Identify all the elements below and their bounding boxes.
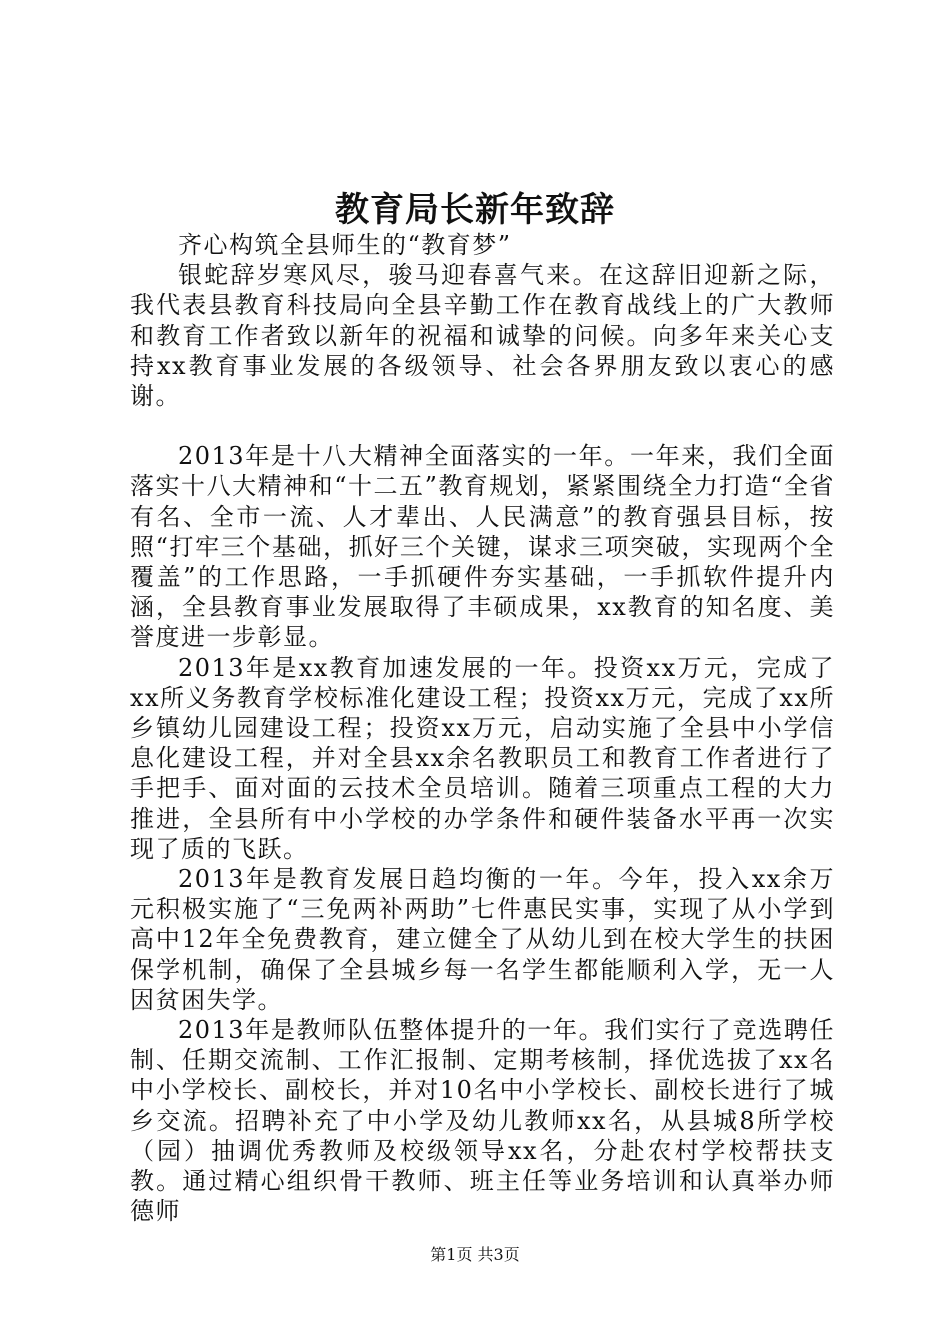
document-title: 教育局长新年致辞 <box>335 190 615 230</box>
paragraph-gap <box>130 411 835 441</box>
document-body <box>130 230 835 1227</box>
document-subtitle: 齐心构筑全县师生的“教育梦” <box>178 231 512 259</box>
paragraph: 2013年是xx教育加速发展的一年。投资xx万元，完成了xx所义务教育学校标准化建设工程；投资xx万元，完成了xx所乡镇幼儿园建设工程；投资xx万元，启动实施了全县中小学信息化建设工程，并对全县xx余名教职员工和教育工作者进行了手把手、面对面的云技术全员培训。随着三项重点工程的大力推进，全县所有中小学校的办学条件和硬件装备水平再一次实现了质的飞跃。 <box>130 653 835 863</box>
paragraph: 2013年是教育发展日趋均衡的一年。今年，投入xx余万元积极实施了“三免两补两助”七件惠民实事，实现了从小学到高中12年全免费教育，建立健全了从幼儿到在校大学生的扶困保学机制，确保了全县城乡每一名学生都能顺利入学，无一人因贫困失学。 <box>130 865 835 1014</box>
paragraph: 2013年是教师队伍整体提升的一年。我们实行了竞选聘任制、任期交流制、工作汇报制、定期考核制，择优选拔了xx名中小学校长、副校长，并对10名中小学校长、副校长进行了城乡交流。招聘补充了中小学及幼儿教师xx名，从县城8所学校（园）抽调优秀教师及校级领导xx名，分赴农村学校帮扶支教。通过精心组织骨干教师、班主任等业务培训和认真举办师德师 <box>130 1016 835 1226</box>
page-footer: 第1页 共3页 <box>430 1245 520 1264</box>
paragraph: 2013年是十八大精神全面落实的一年。一年来，我们全面落实十八大精神和“十二五”教育规划，紧紧围绕全力打造“全省有名、全市一流、人才辈出、人民满意”的教育强县目标，按照“打牢三个基础，抓好三个关键，谋求三项突破，实现两个全覆盖”的工作思路，一手抓硬件夯实基础，一手抓软件提升内涵，全县教育事业发展取得了丰硕成果，xx教育的知名度、美誉度进一步彰显。 <box>130 442 835 652</box>
paragraph: 银蛇辞岁寒风尽，骏马迎春喜气来。在这辞旧迎新之际，我代表县教育科技局向全县辛勤工作在教育战线上的广大教师和教育工作者致以新年的祝福和诚挚的问候。向多年来关心支持xx教育事业发展的各级领导、社会各界朋友致以衷心的感谢。 <box>130 261 835 411</box>
